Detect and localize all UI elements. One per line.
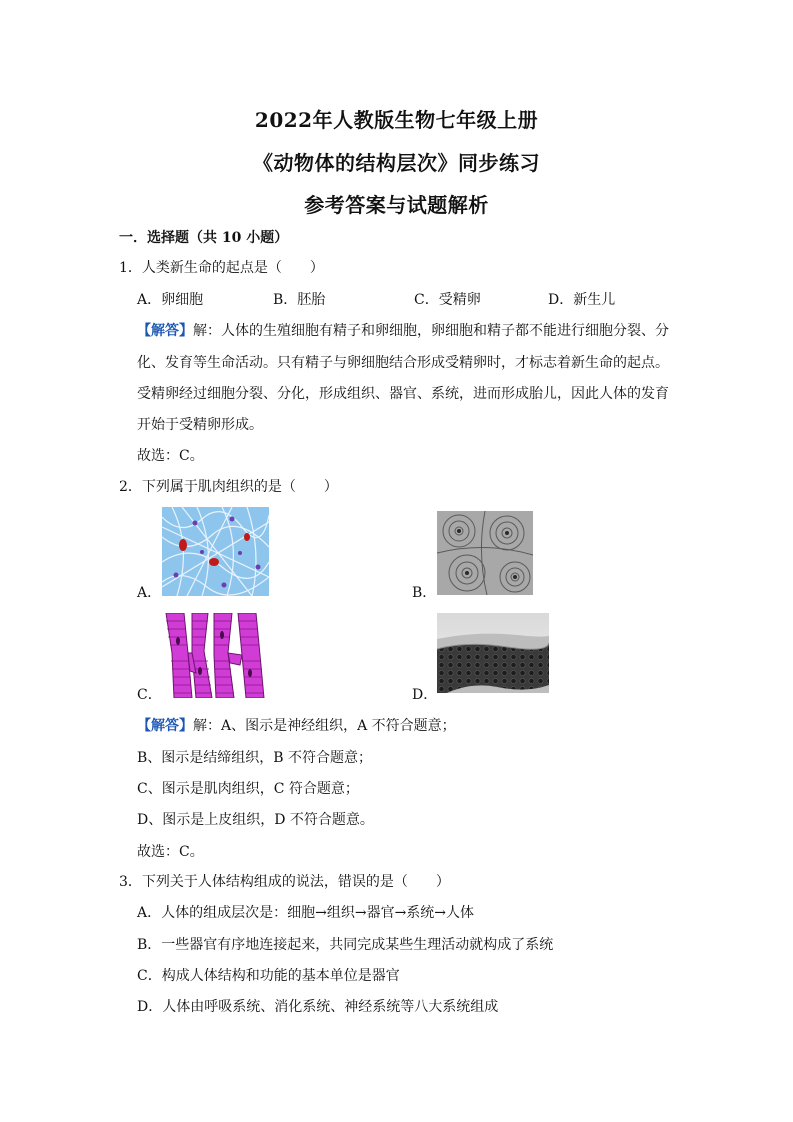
answer-tag: 【解答】 <box>137 718 193 734</box>
q2-option-b-label: B． <box>412 585 437 601</box>
doc-title: 2022年人教版生物七年级上册 <box>254 108 539 132</box>
doc-answer-title: 参考答案与试题解析 <box>304 193 489 217</box>
q1-option-b: B．胚胎 <box>273 292 326 308</box>
q2-answer-line-4: D、图示是上皮组织，D 不符合题意。 <box>137 812 374 828</box>
doc-subtitle: 《动物体的结构层次》同步练习 <box>253 151 540 175</box>
q1-option-a: A．卵细胞 <box>137 292 204 308</box>
q1-stem: 1．人类新生命的起点是（ ） <box>119 260 324 276</box>
answer-text: 解：人体的生殖细胞有精子和卵细胞，卵细胞和精子都不能进行细胞分裂、分 <box>193 323 669 339</box>
q1-option-c: C．受精卵 <box>414 292 481 308</box>
q3-option-b: B．一些器官有序地连接起来，共同完成某些生理活动就构成了系统 <box>137 937 554 953</box>
q2-answer-line-2: B、图示是结缔组织，B 不符合题意； <box>137 750 373 766</box>
q1-answer-line-2: 化、发育等生命活动。只有精子与卵细胞结合形成受精卵时，才标志着新生命的起点。 <box>137 355 669 371</box>
answer-tag: 【解答】 <box>137 323 193 339</box>
answer-text: 解：A、图示是神经组织，A 不符合题意； <box>193 718 456 734</box>
q1-answer-line-3: 受精卵经过细胞分裂、分化，形成组织、器官、系统，进而形成胎儿，因此人体的发育 <box>137 386 669 402</box>
q3-option-c: C．构成人体结构和功能的基本单位是器官 <box>137 968 400 984</box>
nerve-tissue-image <box>162 507 269 596</box>
muscle-tissue-image <box>162 613 269 698</box>
epithelial-tissue-image <box>437 613 549 698</box>
q2-stem: 2．下列属于肌肉组织的是（ ） <box>119 479 338 495</box>
section-heading: 一．选择题（共 10 小题） <box>119 230 289 246</box>
q1-option-d: D．新生儿 <box>548 292 616 308</box>
q2-answer-line-3: C、图示是肌肉组织，C 符合题意； <box>137 781 359 797</box>
q1-choice: 故选：C。 <box>137 448 204 464</box>
connective-tissue-image <box>437 511 533 595</box>
q2-answer-line-1 <box>137 716 456 736</box>
q1-answer-line-1 <box>137 321 669 341</box>
q3-stem: 3．下列关于人体结构组成的说法，错误的是（ ） <box>119 874 450 890</box>
q3-option-d: D．人体由呼吸系统、消化系统、神经系统等八大系统组成 <box>137 999 499 1015</box>
q2-option-c-label: C． <box>137 687 162 703</box>
q1-answer-line-4: 开始于受精卵形成。 <box>137 417 263 433</box>
q2-choice: 故选：C。 <box>137 844 204 860</box>
q2-option-d-label: D． <box>412 687 438 703</box>
q2-option-a-label: A． <box>137 585 162 601</box>
q3-option-a: A．人体的组成层次是：细胞→组织→器官→系统→人体 <box>137 905 475 921</box>
